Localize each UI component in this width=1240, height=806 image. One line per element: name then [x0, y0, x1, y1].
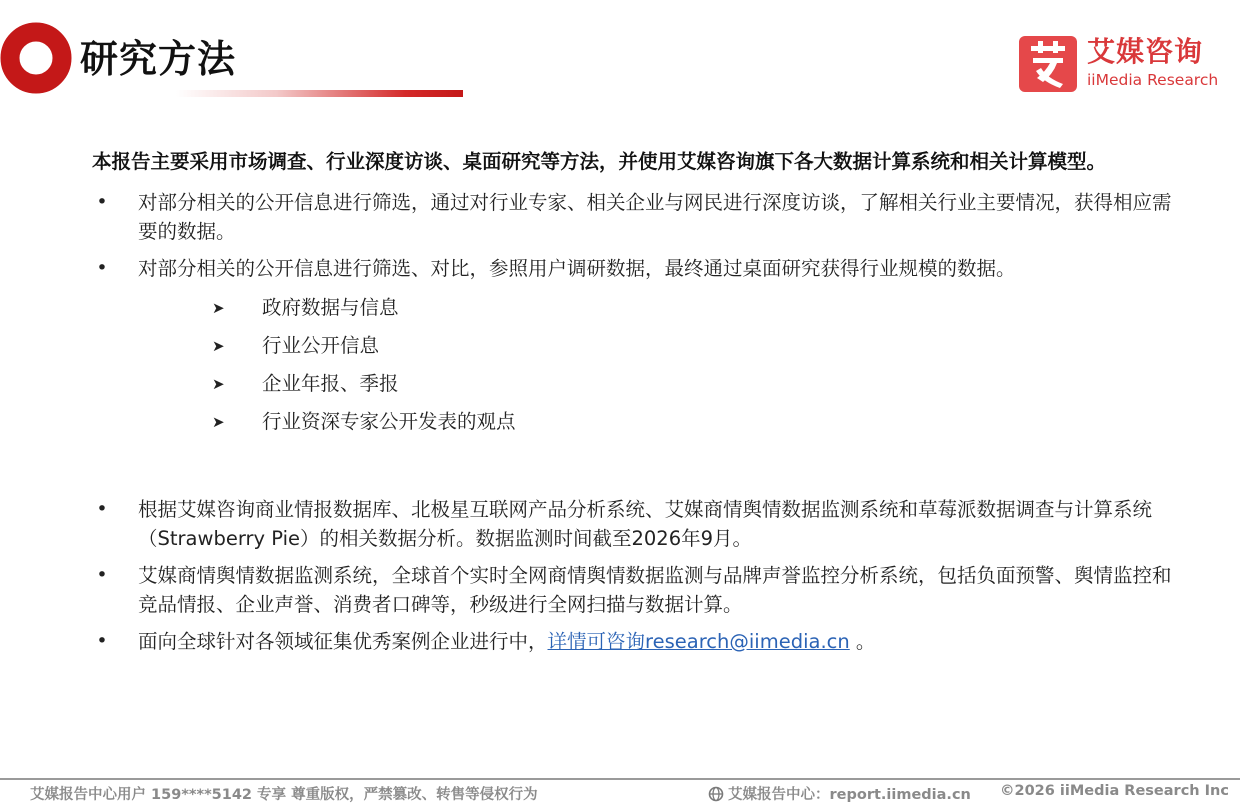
- source-list: [212, 289, 1192, 441]
- logo-name-en: iiMedia Research: [1087, 71, 1219, 89]
- footer-report-center: [708, 783, 971, 804]
- globe-icon: [708, 786, 724, 802]
- footer-divider: [0, 778, 1240, 780]
- arrow-bullet-icon: ➤: [212, 413, 225, 431]
- bullet-icon: •: [96, 630, 108, 652]
- list-item: [92, 188, 1177, 246]
- system-list: [92, 495, 1192, 656]
- list-item: [92, 561, 1177, 619]
- sub-list-item: [212, 327, 1192, 365]
- arrow-bullet-icon: ➤: [212, 299, 225, 317]
- list-item-suffix: 。: [849, 630, 876, 653]
- list-item-text: 对部分相关的公开信息进行筛选、对比，参照用户调研数据，最终通过桌面研究获得行业规模的数据。: [138, 257, 1016, 280]
- footer-brand-copyright: ©2026 iiMedia Research Inc: [1000, 783, 1229, 799]
- list-item-text: 面向全球针对各领域征集优秀案例企业进行中，: [138, 630, 548, 653]
- page-title: 研究方法: [80, 37, 237, 81]
- intro-paragraph: 本报告主要采用市场调查、行业深度访谈、桌面研究等方法，并使用艾媒咨询旗下各大数据计算系统和相关计算模型。: [92, 150, 1107, 173]
- footer-report-center-text: 艾媒报告中心：report.iimedia.cn: [728, 787, 971, 803]
- arrow-bullet-icon: ➤: [212, 375, 225, 393]
- main-content: [92, 148, 1192, 664]
- bullet-icon: •: [96, 257, 108, 279]
- title-ring-icon: [0, 22, 72, 94]
- list-item-text: 对部分相关的公开信息进行筛选，通过对行业专家、相关企业与网民进行深度访谈，了解相关行业主要情况，获得相应需要的数据。: [138, 191, 1172, 243]
- sub-list-item: [212, 365, 1192, 403]
- sub-list-item: [212, 289, 1192, 327]
- arrow-bullet-icon: ➤: [212, 337, 225, 355]
- list-item-text: 根据艾媒咨询商业情报数据库、北极星互联网产品分析系统、艾媒商情舆情数据监测系统和草莓派数据调查与计算系统（Strawberry Pie）的相关数据分析。数据监测时间截至2026年9月。: [138, 498, 1153, 550]
- sub-list-item: [212, 403, 1192, 441]
- bullet-icon: •: [96, 498, 108, 520]
- iimedia-logo: [1019, 36, 1219, 94]
- logo-name-cn: 艾媒咨询: [1087, 35, 1204, 68]
- title-underline: [176, 90, 463, 97]
- list-item: [92, 627, 1177, 656]
- sub-item-text: 行业公开信息: [262, 334, 380, 357]
- list-item-text: 艾媒商情舆情数据监测系统，全球首个实时全网商情舆情数据监测与品牌声誉监控分析系统，包括负面预警、舆情监控和竞品情报、企业声誉、消费者口碑等，秒级进行全网扫描与数据计算。: [138, 564, 1172, 616]
- logo-mark-icon: [1019, 36, 1077, 92]
- bullet-icon: •: [96, 191, 108, 213]
- sub-item-text: 政府数据与信息: [262, 296, 399, 319]
- contact-email-link[interactable]: 详情可咨询research@iimedia.cn: [547, 630, 850, 653]
- list-item: [92, 254, 1192, 283]
- sub-item-text: 行业资深专家公开发表的观点: [262, 410, 516, 433]
- bullet-icon: •: [96, 564, 108, 586]
- method-list: [92, 188, 1192, 283]
- footer-copyright-notice: 艾媒报告中心用户 159****5142 专享 尊重版权，严禁篡改、转售等侵权行为: [30, 787, 538, 803]
- sub-item-text: 企业年报、季报: [262, 372, 399, 395]
- footer: [0, 783, 1240, 805]
- list-item: [92, 495, 1177, 553]
